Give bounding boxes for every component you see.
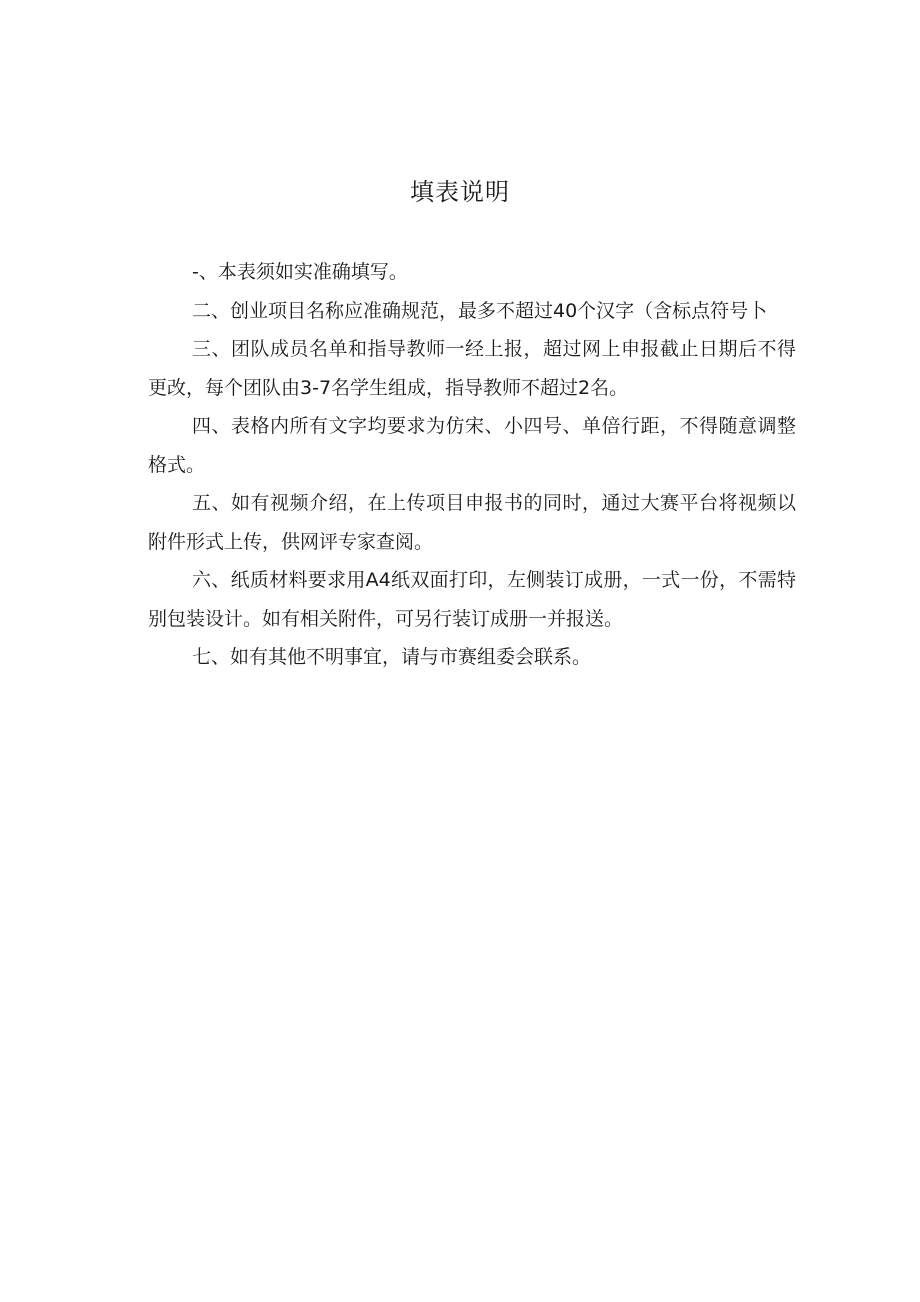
instruction-item-1: -、本表须如实准确填写。 <box>192 261 408 283</box>
instruction-item-5: 五、如有视频介绍，在上传项目申报书的同时，通过大赛平台将视频以附件形式上传，供网评专家查阅。 <box>148 492 796 553</box>
instruction-item-3: 三、团队成员名单和指导教师一经上报，超过网上申报截止日期后不得更改，每个团队由3-7名学生组成，指导教师不超过2名。 <box>148 338 796 399</box>
instruction-item-6: 六、纸质材料要求用A4纸双面打印，左侧装订成册，一式一份，不需特别包装设计。如有相关附件，可另行装订成册一并报送。 <box>148 569 796 630</box>
instruction-item-2: 二、创业项目名称应准确规范，最多不超过40个汉字（含标点符号卜 <box>192 299 768 322</box>
document-title: 填表说明 <box>410 178 510 206</box>
instructions-body <box>148 253 796 677</box>
instruction-item-7: 七、如有其他不明事宜，请与市赛组委会联系。 <box>192 646 592 668</box>
instruction-item-4: 四、表格内所有文字均要求为仿宋、小四号、单倍行距，不得随意调整格式。 <box>148 415 796 476</box>
